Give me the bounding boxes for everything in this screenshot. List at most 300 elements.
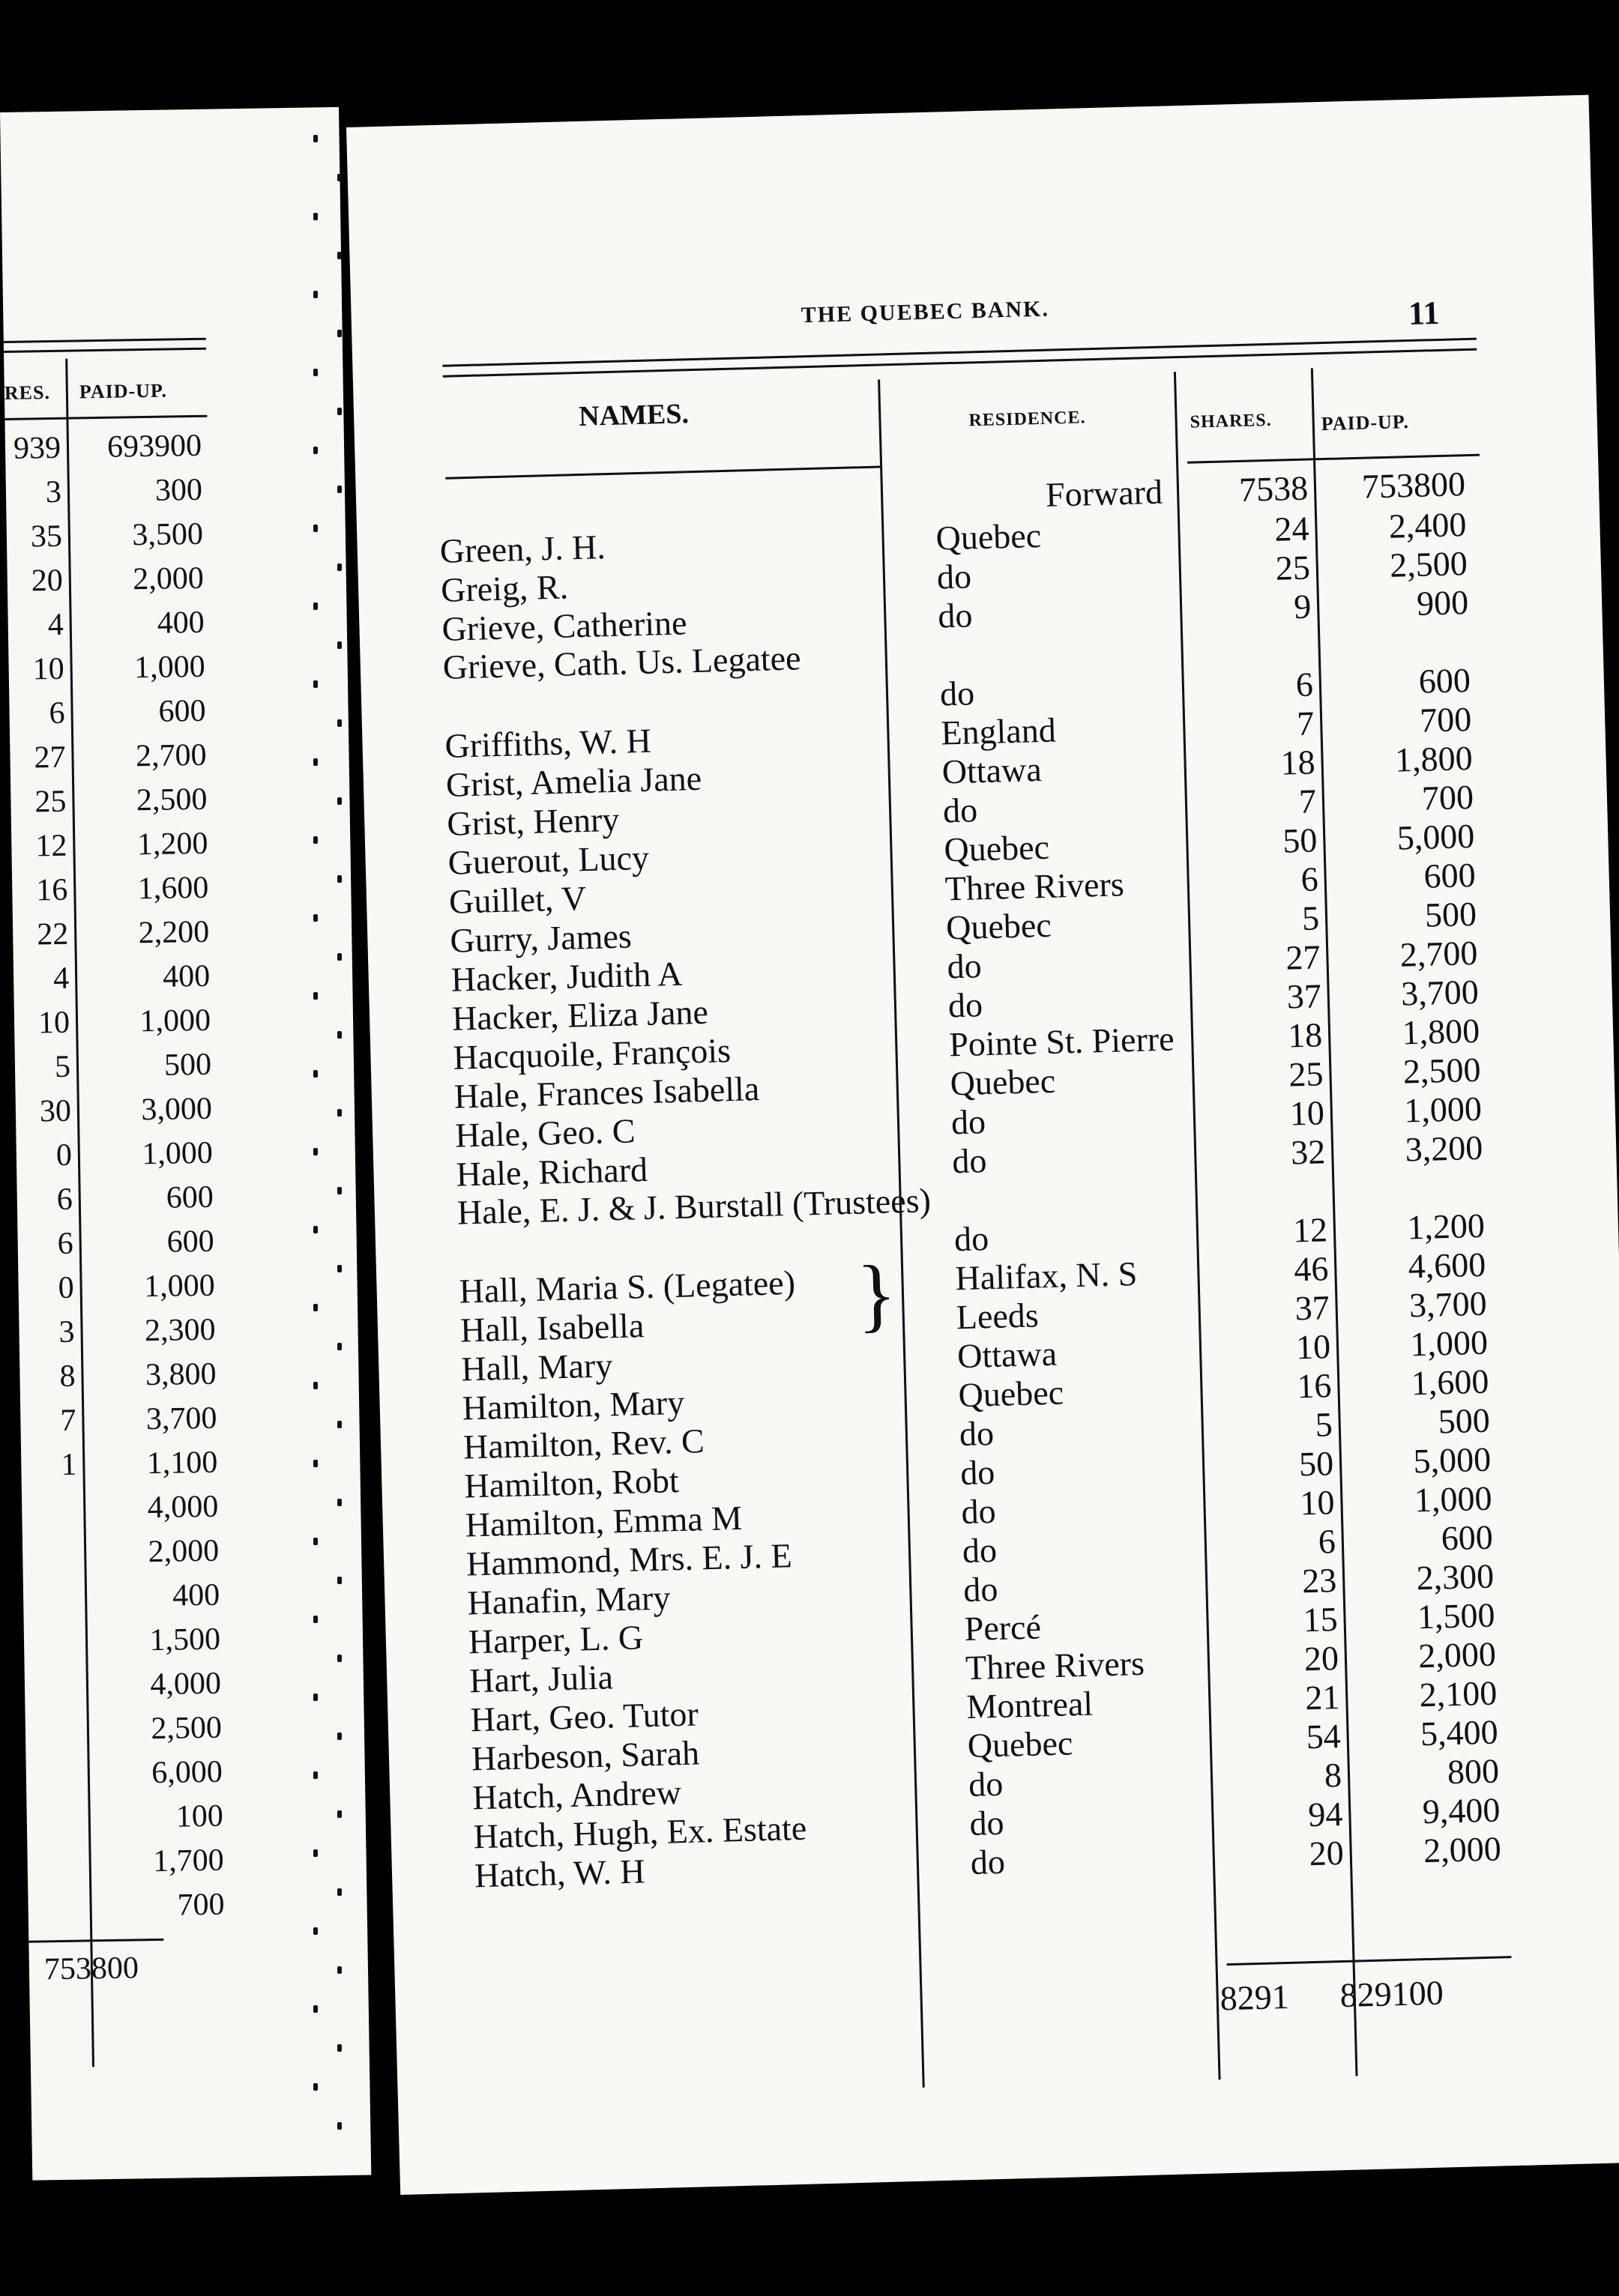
stitch-mark	[313, 914, 318, 922]
ledger-row	[18, 1266, 349, 1308]
name-cell: Hamilton, Mary	[462, 1383, 685, 1428]
shares-cell: 18	[1287, 1015, 1323, 1055]
residence-cell: do	[937, 596, 973, 635]
stitch-mark	[337, 1421, 342, 1428]
paid-up-cell: 1,100	[146, 1445, 218, 1481]
header-rule	[4, 338, 206, 343]
shares-cell: 24	[1273, 509, 1310, 549]
shares-cell	[25, 1756, 81, 1757]
name-cell: Grist, Henry	[446, 800, 620, 843]
total-rule	[1227, 1956, 1512, 1966]
shares-cell	[22, 1491, 77, 1492]
shares-cell: 20	[31, 563, 64, 599]
residence-cell: do	[959, 1452, 995, 1493]
name-cell: Hale, E. J. & J. Burstall (Trustees)	[456, 1181, 932, 1232]
shares-cell: 10	[37, 1005, 70, 1041]
shares-cell: 3	[45, 474, 62, 510]
name-cell: Hale, Richard	[455, 1149, 648, 1194]
stitch-mark	[313, 680, 318, 688]
paid-up-cell: 1,000	[133, 649, 206, 686]
paid-up-cell: 400	[157, 605, 205, 641]
paid-up-cell: 9,400	[1422, 1790, 1501, 1831]
residence-cell: Quebec	[935, 516, 1042, 558]
stitch-mark	[337, 1966, 342, 1974]
paid-up-cell: 600	[166, 1224, 215, 1260]
stitch-mark	[337, 408, 342, 415]
shares-cell: 50	[1298, 1444, 1334, 1484]
paid-up-cell: 1,500	[149, 1622, 221, 1658]
paid-up-cell: 2,000	[132, 561, 205, 597]
stitch-mark	[313, 1616, 318, 1623]
paid-up-cell: 900	[1416, 583, 1469, 623]
paid-up-cell: 2,300	[144, 1312, 216, 1349]
shares-cell: 15	[1302, 1600, 1339, 1640]
ledger-row	[14, 1000, 345, 1043]
stitch-mark	[337, 1109, 342, 1117]
shares-cell: 7	[1298, 782, 1317, 821]
paid-up-cell: 500	[163, 1047, 212, 1083]
shares-cell	[22, 1535, 78, 1536]
residence-cell: Ottawa	[956, 1334, 1058, 1376]
paid-up-cell: 4,600	[1408, 1245, 1486, 1286]
shares-cell: 6	[1318, 1522, 1336, 1561]
bracket-mark: }	[855, 1248, 898, 1341]
shares-cell	[25, 1668, 80, 1669]
paid-up-cell: 600	[166, 1179, 214, 1215]
ledger-row	[23, 1575, 354, 1618]
paid-up-cell: 2,000	[148, 1533, 220, 1570]
stitch-mark	[313, 213, 318, 220]
stitch-mark	[313, 1148, 318, 1155]
name-cell: Hammond, Mrs. E. J. E	[465, 1536, 793, 1583]
ledger-row	[21, 1442, 352, 1485]
header-rule	[4, 415, 207, 420]
stitch-mark	[337, 1732, 342, 1740]
shares-cell: 27	[1285, 937, 1321, 977]
name-cell: Hamilton, Emma M	[465, 1498, 743, 1544]
name-cell: Grist, Amelia Jane	[445, 758, 702, 804]
stitch-mark	[313, 1771, 318, 1779]
shares-cell: 4	[52, 961, 70, 997]
ledger-row	[22, 1531, 353, 1574]
ledger-row	[7, 558, 337, 601]
stitch-mark	[337, 252, 342, 259]
paid-up-cell: 600	[158, 693, 206, 729]
paid-up-cell: 2,000	[1417, 1634, 1497, 1676]
name-cell: Hacquoile, François	[452, 1031, 732, 1077]
paid-up-cell: 1,600	[1411, 1362, 1489, 1403]
shares-cell: 3	[58, 1314, 75, 1350]
paid-up-cell: 2,500	[1402, 1050, 1482, 1091]
name-cell: Hale, Frances Isabella	[453, 1069, 760, 1116]
stitch-mark	[337, 174, 342, 181]
total-rule	[28, 1939, 163, 1943]
paid-up-cell: 3,800	[145, 1356, 217, 1393]
paid-up-cell: 600	[1423, 855, 1477, 895]
paid-up-cell: 300	[154, 472, 203, 508]
shares-cell: 37	[1286, 976, 1322, 1016]
ledger-row	[7, 602, 338, 645]
residence-cell: Three Rivers	[944, 865, 1125, 908]
shares-cell: 9	[1293, 587, 1312, 626]
shares-cell: 0	[58, 1270, 75, 1305]
stitch-mark	[313, 1382, 318, 1389]
name-cell: Harbeson, Sarah	[471, 1733, 700, 1778]
residence-cell: England	[940, 710, 1057, 752]
stitch-mark	[313, 1304, 318, 1311]
paid-up-cell: 700	[1419, 699, 1472, 740]
residence-cell: do	[970, 1842, 1006, 1882]
paid-up-cell: 700	[1421, 777, 1474, 818]
stitch-mark	[337, 719, 342, 727]
stitch-mark	[337, 1810, 342, 1818]
paid-up-cell: 1,000	[141, 1135, 214, 1172]
residence-cell: do	[962, 1569, 999, 1610]
name-cell: Hatch, Hugh, Ex. Estate	[473, 1808, 807, 1856]
paid-up-cell: 2,500	[1389, 544, 1468, 584]
shares-cell: 37	[1294, 1288, 1330, 1328]
residence-cell: Pointe St. Pierre	[948, 1019, 1175, 1064]
header-rule	[4, 348, 206, 353]
paid-up-cell: 700	[177, 1887, 225, 1923]
shares-cell	[28, 1889, 83, 1890]
ledger-row	[7, 514, 337, 557]
paid-up-cell: 500	[1438, 1401, 1491, 1441]
ledger-row	[10, 779, 341, 822]
ledger-row	[5, 426, 336, 468]
stitch-mark	[313, 1927, 318, 1935]
stitch-mark	[313, 1694, 318, 1701]
residence-cell: do	[951, 1141, 988, 1181]
residence-cell: do	[946, 946, 983, 986]
ledger-row	[24, 1619, 355, 1662]
shares-cell: 22	[36, 916, 69, 952]
name-cell: Green, J. H.	[439, 528, 606, 570]
stitch-mark	[313, 135, 318, 142]
shares-cell: 21	[1304, 1678, 1340, 1718]
paid-up-cell: 693900	[106, 428, 202, 465]
ledger-row	[22, 1487, 352, 1529]
shares-cell: 12	[1292, 1210, 1328, 1250]
name-cell: Hale, Geo. C	[454, 1111, 636, 1155]
ledger-row	[13, 956, 344, 999]
stitch-mark	[313, 1460, 318, 1467]
stitch-mark	[337, 2044, 342, 2052]
stitch-mark	[337, 564, 342, 571]
paid-up-cell: 5,000	[1412, 1439, 1492, 1481]
paid-up-cell: 3,500	[132, 516, 204, 553]
shares-cell: 54	[1305, 1717, 1342, 1756]
stitch-mark	[313, 836, 318, 844]
stitch-mark	[313, 1226, 318, 1233]
residence-cell: do	[960, 1491, 997, 1532]
forward-shares: 7538	[1238, 468, 1309, 509]
residence-cell: do	[953, 1219, 989, 1259]
paid-up-cell: 2,500	[136, 782, 208, 818]
name-cell: Hatch, Andrew	[471, 1773, 682, 1817]
paid-up-cell: 3,700	[145, 1401, 217, 1437]
stitch-mark	[313, 992, 318, 1000]
name-cell: Hamilton, Robt	[463, 1461, 680, 1505]
paid-up-cell: 1,200	[136, 826, 208, 862]
name-cell: Griffiths, W. H	[444, 721, 652, 765]
paid-up-cell: 1,000	[1403, 1089, 1483, 1130]
shares-cell: 25	[34, 784, 67, 820]
stitch-mark	[337, 1031, 342, 1039]
ledger-row	[20, 1398, 351, 1441]
residence-cell: do	[959, 1413, 995, 1454]
stitch-mark	[337, 330, 342, 337]
stitch-mark	[313, 525, 318, 532]
residence-cell: do	[936, 557, 972, 596]
header-rule	[1187, 454, 1480, 464]
ledger-row	[16, 1089, 346, 1132]
name-cell: Hart, Julia	[468, 1658, 614, 1700]
shares-cell: 8	[59, 1359, 76, 1394]
stitch-mark	[313, 447, 318, 454]
stitch-mark	[337, 1577, 342, 1584]
stitch-mark	[337, 1655, 342, 1662]
shares-cell: 23	[1301, 1561, 1337, 1601]
shares-cell: 0	[55, 1138, 73, 1173]
stitch-mark	[313, 602, 318, 610]
shares-cell: 5	[54, 1049, 71, 1085]
paid-up-cell: 1,800	[1401, 1011, 1480, 1052]
shares-cell: 32	[1290, 1132, 1326, 1172]
name-cell: Grieve, Catherine	[441, 603, 688, 648]
residence-cell: Halifax, N. S	[954, 1254, 1138, 1298]
paid-up-column-header: PAID-UP.	[1321, 411, 1410, 435]
residence-cell: Quebec	[967, 1723, 1073, 1765]
shares-cell: 7	[60, 1403, 76, 1438]
paid-up-cell: 500	[1424, 894, 1477, 934]
shares-cell: 5	[1301, 898, 1320, 937]
right-page	[346, 95, 1619, 2195]
paid-up-cell: 6,000	[151, 1754, 223, 1791]
shares-cell	[27, 1845, 82, 1846]
paid-up-cell: 3,700	[1400, 972, 1480, 1013]
ledger-row	[17, 1221, 348, 1264]
shares-cell: 6	[57, 1226, 74, 1261]
page-number: 11	[1408, 294, 1441, 332]
ledger-row	[16, 1177, 347, 1220]
shares-cell	[25, 1712, 81, 1713]
ledger-row	[11, 824, 342, 866]
shares-cell: 50	[1282, 821, 1318, 860]
ledger-row	[25, 1664, 355, 1706]
paid-up-cell: 600	[1418, 661, 1471, 701]
residence-cell: Three Rivers	[965, 1643, 1145, 1688]
shares-cell: 20	[1309, 1833, 1345, 1873]
shares-cell: 30	[39, 1093, 72, 1129]
name-cell: Hamilton, Rev. C	[462, 1422, 705, 1466]
forward-label: Forward	[1045, 472, 1163, 514]
name-cell: Hall, Maria S. (Legatee)	[459, 1263, 796, 1311]
paid-up-cell: 1,800	[1394, 738, 1474, 779]
residence-cell: Quebec	[945, 905, 1052, 947]
ledger-row	[13, 912, 343, 955]
ledger-row	[16, 1133, 347, 1176]
shares-cell: 25	[1275, 548, 1311, 587]
residence-cell: Quebec	[957, 1373, 1064, 1415]
shares-cell: 6	[1295, 665, 1314, 704]
shares-cell: 27	[34, 740, 66, 776]
shares-cell: 94	[1307, 1794, 1344, 1834]
paid-up-column-header: PAID-UP.	[79, 379, 168, 403]
name-cell: Hacker, Eliza Jane	[451, 992, 709, 1038]
ledger-row	[25, 1708, 356, 1750]
stitch-mark	[337, 953, 342, 961]
stitch-mark	[337, 797, 342, 805]
stitch-mark	[337, 1499, 342, 1506]
shares-cell: 5	[1315, 1405, 1333, 1444]
stitch-mark	[313, 1849, 318, 1857]
stitch-mark	[337, 2122, 342, 2130]
paid-up-cell: 600	[1441, 1517, 1494, 1558]
shares-cell: 10	[32, 651, 65, 687]
ledger-row	[6, 470, 337, 513]
paid-up-cell: 100	[175, 1798, 224, 1834]
shares-cell: 4	[47, 607, 64, 643]
shares-cell: 6	[56, 1182, 73, 1217]
shares-cell: 25	[1288, 1054, 1324, 1094]
shares-cell: 10	[1289, 1093, 1325, 1133]
shares-cell: 18	[1279, 743, 1316, 782]
paid-up-cell: 2,200	[138, 914, 210, 951]
paid-up-cell: 1,600	[137, 870, 209, 907]
stitch-mark	[337, 641, 342, 649]
paid-up-cell: 1,700	[152, 1843, 225, 1879]
ledger-row	[12, 868, 343, 910]
stitch-mark	[337, 1888, 342, 1896]
residence-cell: do	[962, 1530, 998, 1571]
paid-up-cell: 4,000	[150, 1666, 222, 1703]
name-cell: Gurry, James	[449, 916, 633, 960]
residence-cell: do	[939, 674, 975, 713]
name-cell: Hatch, W. H	[474, 1852, 646, 1895]
residence-cell: Quebec	[950, 1061, 1056, 1103]
stitch-mark	[337, 486, 342, 493]
name-cell: Guerout, Lucy	[447, 838, 650, 882]
shares-cell: 16	[35, 872, 68, 908]
header-rule	[445, 466, 880, 480]
stitch-mark	[313, 2083, 318, 2091]
shares-cell: 12	[35, 828, 67, 864]
names-column-header: NAMES.	[578, 398, 690, 433]
ledger-row	[8, 647, 339, 689]
stitch-mark	[313, 369, 318, 376]
paid-up-cell: 800	[1447, 1751, 1500, 1792]
residence-cell: Percé	[964, 1607, 1042, 1649]
total-paid-up: 829100	[1339, 1973, 1444, 2015]
name-cell: Grieve, Cath. Us. Legatee	[442, 638, 802, 686]
ledger-row	[15, 1045, 346, 1087]
paid-up-cell: 3,000	[141, 1091, 213, 1128]
paid-up-cell: 5,000	[1396, 816, 1475, 857]
residence-cell: do	[968, 1803, 1005, 1843]
shares-cell: 20	[1303, 1639, 1339, 1679]
name-cell: Hacker, Judith A	[450, 954, 683, 999]
paid-up-cell: 2,500	[151, 1710, 223, 1747]
paid-up-cell: 1,200	[1406, 1206, 1486, 1247]
forward-paid-up: 753800	[1361, 465, 1466, 506]
shares-column-header: RES.	[4, 381, 51, 404]
paid-up-cell: 2,300	[1415, 1556, 1495, 1598]
paid-up-cell: 5,400	[1420, 1712, 1499, 1753]
shares-cell: 10	[1295, 1327, 1331, 1367]
name-cell: Hall, Mary	[460, 1346, 613, 1389]
paid-up-cell: 2,700	[1399, 933, 1479, 974]
name-cell: Guillet, V	[448, 878, 587, 921]
paid-up-cell: 2,400	[1388, 505, 1468, 546]
shares-cell: 939	[13, 430, 61, 466]
paid-up-cell: 1,000	[143, 1268, 215, 1305]
stitch-mark	[337, 1187, 342, 1194]
shares-cell: 46	[1293, 1249, 1329, 1289]
paid-up-cell: 2,700	[135, 737, 207, 774]
name-cell: Hart, Geo. Tutor	[470, 1694, 699, 1739]
shares-cell: 35	[30, 519, 63, 555]
ledger-row	[10, 735, 340, 778]
paid-up-cell: 3,700	[1408, 1284, 1488, 1325]
name-cell: Hall, Isabella	[459, 1306, 645, 1350]
paid-up-cell: 3,200	[1405, 1128, 1483, 1169]
ledger-row	[19, 1310, 349, 1353]
shares-cell: 10	[1299, 1483, 1336, 1523]
ledger-row	[9, 691, 340, 734]
ledger-row	[19, 1354, 350, 1397]
paid-up-cell: 1,000	[139, 1003, 211, 1039]
stitch-mark	[313, 2005, 318, 2013]
residence-cell: Quebec	[943, 827, 1050, 869]
stitch-mark	[337, 875, 342, 883]
residence-column-header: RESIDENCE.	[968, 408, 1086, 431]
shares-column-header: SHARES.	[1190, 410, 1273, 432]
residence-cell: do	[968, 1764, 1004, 1804]
residence-cell: do	[947, 985, 983, 1025]
name-cell: Greig, R.	[440, 567, 569, 609]
paid-up-cell: 2,000	[1423, 1829, 1502, 1870]
paid-up-cell: 2,100	[1419, 1673, 1498, 1715]
stitch-mark	[337, 1343, 342, 1350]
paid-up-cell: 400	[162, 958, 211, 994]
name-cell: Hanafin, Mary	[466, 1578, 671, 1622]
shares-cell: 8	[1324, 1755, 1342, 1795]
stitch-mark	[313, 758, 318, 766]
stitch-mark	[313, 291, 318, 298]
shares-cell: 6	[1300, 860, 1319, 898]
shares-cell: 16	[1296, 1366, 1333, 1406]
paid-up-cell: 400	[172, 1577, 220, 1613]
left-total: 753800	[43, 1951, 139, 1987]
paid-up-cell: 4,000	[147, 1489, 219, 1526]
paid-up-cell: 1,500	[1417, 1595, 1496, 1637]
shares-cell: 1	[60, 1447, 77, 1482]
name-cell: Harper, L. G	[468, 1618, 644, 1661]
residence-cell: Leeds	[956, 1296, 1040, 1337]
residence-cell: Ottawa	[941, 750, 1043, 791]
stitch-mark	[313, 1538, 318, 1545]
paid-up-cell: 1,000	[1409, 1323, 1489, 1364]
page-title: THE QUEBEC BANK.	[801, 296, 1050, 328]
residence-cell: do	[942, 791, 978, 830]
residence-cell: do	[950, 1102, 986, 1142]
shares-cell	[24, 1624, 79, 1625]
stitch-mark	[313, 1070, 318, 1078]
shares-cell: 7	[1296, 704, 1315, 743]
stitch-mark	[337, 1265, 342, 1272]
total-shares: 8291	[1219, 1977, 1290, 2018]
